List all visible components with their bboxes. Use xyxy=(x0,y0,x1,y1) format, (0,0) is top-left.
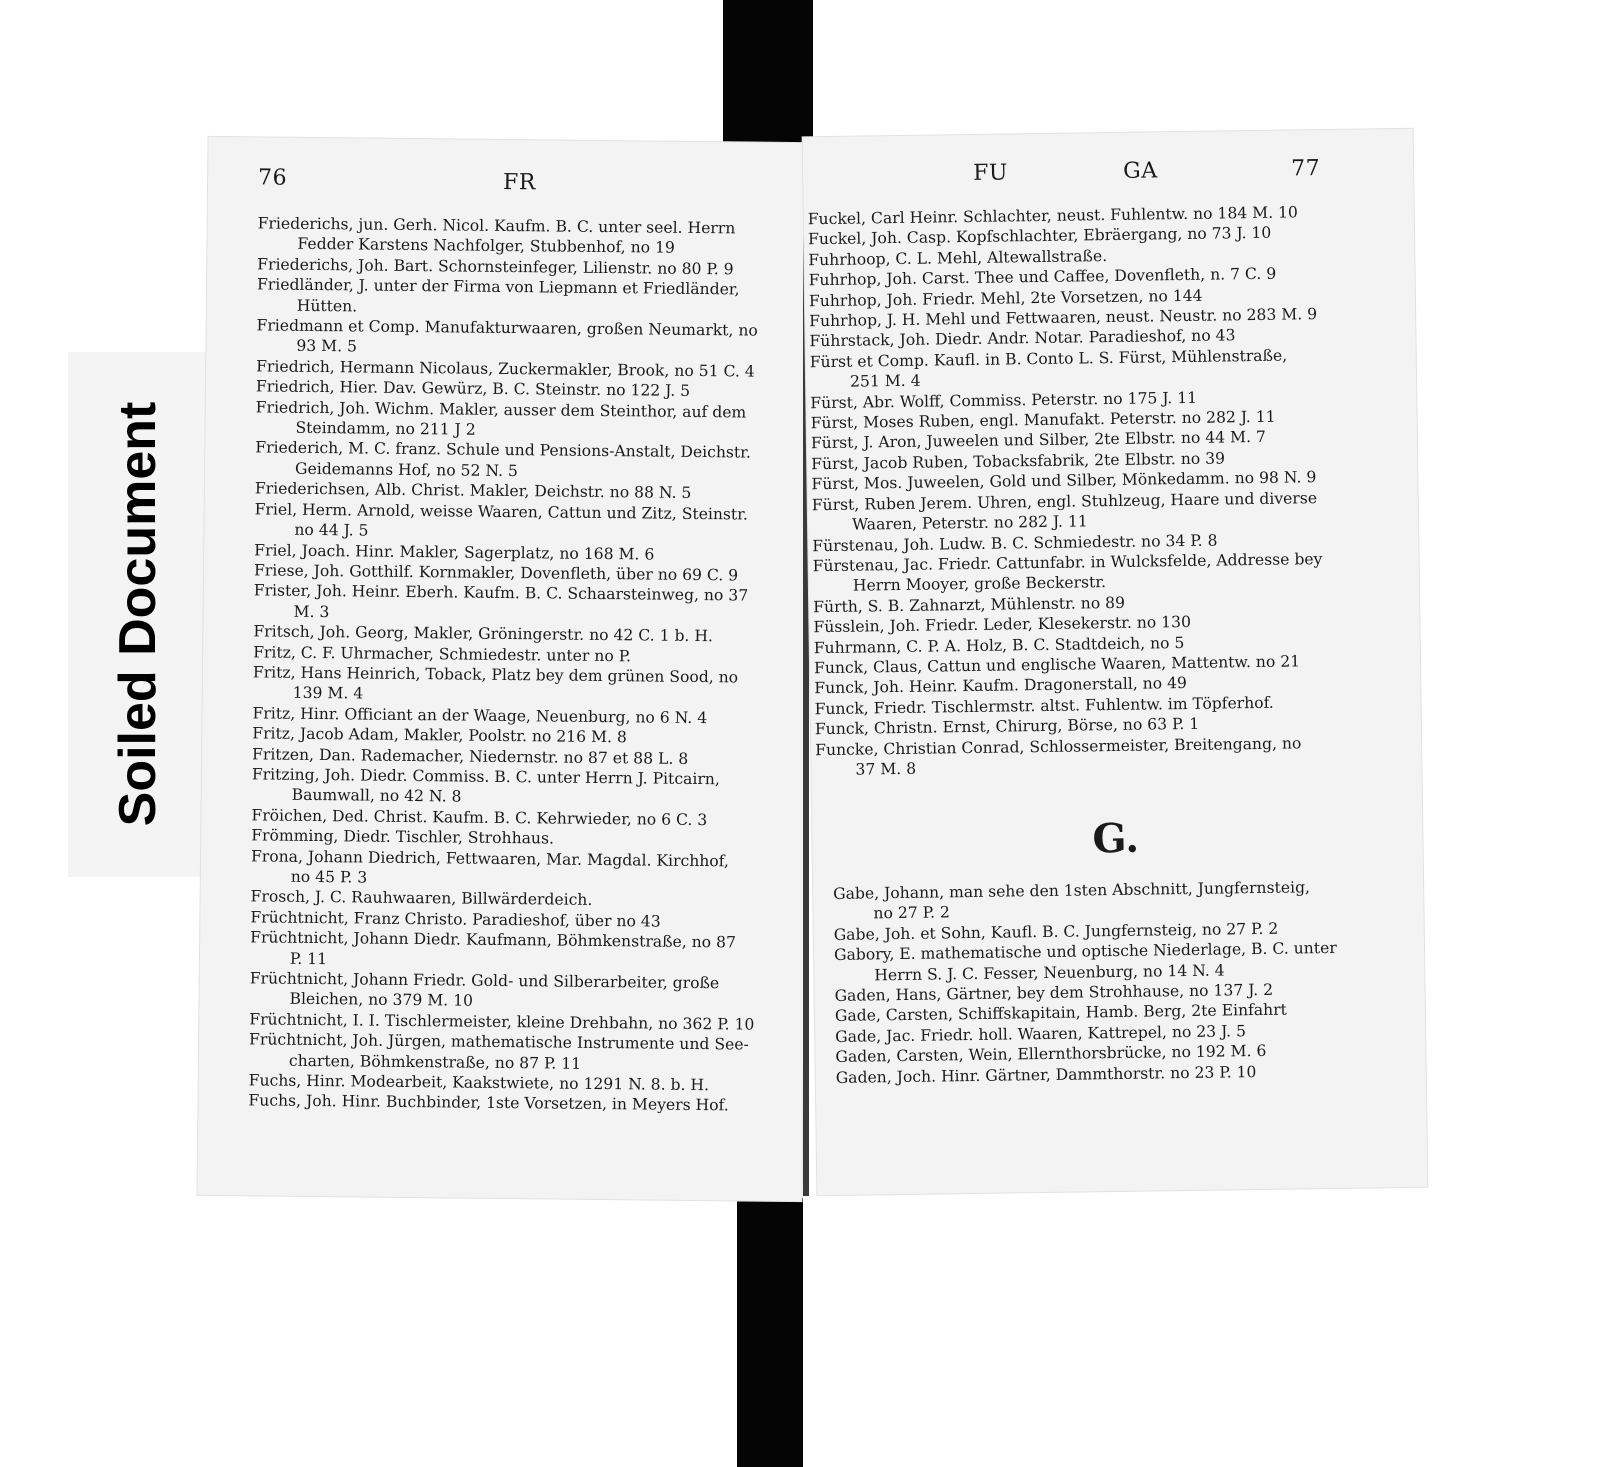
directory-entry-line: Gabe, Johann, man sehe den 1sten Abschnitt, Jungfernsteig, xyxy=(833,878,1311,903)
directory-entry-line: Gade, Carsten, Schiffskapitain, Hamb. Berg, 2te Einfahrt xyxy=(834,1001,1288,1026)
directory-entry-line: Fürst, Jacob Ruben, Tobacksfabrik, 2te Elbstr. no 39 xyxy=(811,449,1226,474)
directory-entry-line: Fritz, Hinr. Officiant an der Waage, Neuenburg, no 6 N. 4 xyxy=(252,704,708,727)
binding-strip-bottom xyxy=(737,1198,803,1467)
directory-entry-line: Fürth, S. B. Zahnarzt, Mühlenstr. no 89 xyxy=(813,593,1126,616)
directory-entry-line: Friel, Herm. Arnold, weisse Waaren, Cattun und Zitz, Steinstr. xyxy=(254,500,749,524)
stamp-label: Soiled Document xyxy=(109,401,167,827)
directory-entry-line: Frömming, Diedr. Tischler, Strohhaus. xyxy=(251,826,555,848)
directory-entry-line: 139 M. 4 xyxy=(292,684,364,703)
left-page xyxy=(197,137,812,1201)
directory-entry-line: no 44 J. 5 xyxy=(294,520,369,540)
directory-entry-line: Fuhrhoop, C. L. Mehl, Altewallstraße. xyxy=(808,246,1108,270)
directory-entry-line: Fröichen, Ded. Christ. Kaufm. B. C. Kehrwieder, no 6 C. 3 xyxy=(251,806,708,829)
directory-entry-line: Fuhrmann, C. P. A. Holz, B. C. Stadtdeich, no 5 xyxy=(813,633,1185,657)
directory-entry-line: Friederichs, jun. Gerh. Nicol. Kaufm. B. C. unter seel. Herrn xyxy=(257,214,736,238)
directory-entry-line: Früchtnicht, I. I. Tischlermeister, kleine Drehbahn, no 362 P. 10 xyxy=(249,1010,755,1034)
directory-entry-line: Funck, Claus, Cattun und englische Waaren, Mattentw. no 21 xyxy=(813,652,1301,678)
directory-entry-line: Gaden, Hans, Gärtner, bey dem Strohhause, no 137 J. 2 xyxy=(834,980,1274,1005)
directory-entry-line: Gabe, Joh. et Sohn, Kaufl. B. C. Jungfernsteig, no 27 P. 2 xyxy=(833,919,1279,944)
left-page-header: FR xyxy=(502,169,537,196)
right-page-header-fu: FU xyxy=(972,160,1009,186)
directory-entry-line: Friederichsen, Alb. Christ. Makler, Deichstr. no 88 N. 5 xyxy=(254,479,692,503)
directory-entry-line: 251 M. 4 xyxy=(849,371,921,391)
directory-entry-line: Herrn Mooyer, große Beckerstr. xyxy=(852,573,1107,595)
directory-entry-line: Fürstenau, Jac. Friedr. Cattunfabr. in Wulcksfelde, Addresse bey xyxy=(812,550,1323,576)
directory-entry-line: Funck, Christn. Ernst, Chirurg, Börse, no 63 P. 1 xyxy=(814,714,1200,739)
directory-entry-line: Friederichs, Joh. Bart. Schornsteinfeger, Lilienstr. no 80 P. 9 xyxy=(257,255,734,279)
directory-entry-line: Bleichen, no 379 M. 10 xyxy=(289,990,474,1011)
left-page-number: 76 xyxy=(257,165,288,191)
directory-entry-line: Funcke, Christian Conrad, Schlossermeister, Breitengang, no xyxy=(815,733,1302,759)
directory-entry-line: Früchtnicht, Johann Diedr. Kaufmann, Böhmkenstraße, no 87 xyxy=(250,928,737,952)
right-entry-list-f xyxy=(808,202,1326,780)
directory-entry-line: Früchtnicht, Johann Friedr. Gold- und Silberarbeiter, große xyxy=(249,969,720,993)
directory-entry-line: Fuchs, Hinr. Modearbeit, Kaakstwiete, no 1291 N. 8. b. H. xyxy=(248,1071,710,1095)
directory-entry-line: Funck, Joh. Heinr. Kaufm. Dragonerstall, no 49 xyxy=(814,674,1188,698)
section-letter-g: G. xyxy=(1092,814,1140,863)
directory-entry-line: Friedrich, Hier. Dav. Gewürz, B. C. Steinstr. no 122 J. 5 xyxy=(255,377,691,401)
right-page-header-ga: GA xyxy=(1122,158,1158,184)
directory-entry-line: Fürst et Comp. Kaufl. in B. Conto L. S. Fürst, Mühlenstraße, xyxy=(809,346,1288,372)
directory-entry-line: Friese, Joh. Gotthilf. Kornmakler, Dovenfleth, über no 69 C. 9 xyxy=(253,561,739,585)
directory-entry-line: P. 11 xyxy=(289,949,328,968)
directory-entry-line: charten, Böhmkenstraße, no 87 P. 11 xyxy=(288,1051,582,1073)
directory-entry-line: Frister, Joh. Heinr. Eberh. Kaufm. B. C. Schaarsteinweg, no 37 xyxy=(253,581,749,605)
directory-entry-line: Friedrich, Hermann Nicolaus, Zuckermakler, Brook, no 51 C. 4 xyxy=(256,357,755,381)
directory-entry-line: Fritz, C. F. Uhrmacher, Schmiedestr. unter no P. xyxy=(253,642,632,665)
left-entry-list xyxy=(248,213,762,1116)
directory-entry-line: Fuhrhop, Joh. Carst. Thee und Caffee, Dovenfleth, n. 7 C. 9 xyxy=(808,264,1277,290)
directory-entry-line: Frosch, J. C. Rauhwaaren, Billwärderdeich. xyxy=(250,887,593,910)
directory-entry-line: Gaden, Carsten, Wein, Ellernthorsbrücke, no 192 M. 6 xyxy=(835,1042,1267,1067)
directory-entry-line: Füsslein, Joh. Friedr. Leder, Klesekerstr. no 130 xyxy=(813,613,1192,637)
directory-entry-line: Hütten. xyxy=(296,296,358,316)
directory-entry-line: Früchtnicht, Joh. Jürgen, mathematische Instrumente und See- xyxy=(249,1030,749,1054)
directory-entry-line: Funck, Friedr. Tischlermstr. altst. Fuhlentw. im Töpferhof. xyxy=(814,693,1274,718)
directory-entry-line: Fritsch, Joh. Georg, Makler, Gröningerstr. no 42 C. 1 b. H. xyxy=(253,622,714,646)
directory-entry-line: Baumwall, no 42 N. 8 xyxy=(291,786,462,806)
directory-entry-line: 93 M. 5 xyxy=(296,337,358,356)
directory-entry-line: Friedrich, Joh. Wichm. Makler, ausser dem Steinthor, auf dem xyxy=(255,398,747,422)
directory-entry-line: Fuhrhop, Joh. Friedr. Mehl, 2te Vorsetzen, no 144 xyxy=(808,286,1203,310)
directory-entry-line: Gade, Jac. Friedr. holl. Waaren, Kattrepel, no 23 J. 5 xyxy=(835,1022,1247,1046)
directory-entry-line: Fürst, Moses Ruben, engl. Manufakt. Peterstr. no 282 J. 11 xyxy=(810,407,1276,433)
directory-entry-line: Friel, Joach. Hinr. Makler, Sagerplatz, no 168 M. 6 xyxy=(254,540,655,564)
directory-entry-line: Friedmann et Comp. Manufakturwaaren, großen Neumarkt, no xyxy=(256,316,758,340)
directory-entry-line: Friederich, M. C. franz. Schule und Pensions-Anstalt, Deichstr. xyxy=(255,438,752,463)
directory-entry-line: M. 3 xyxy=(293,602,330,621)
directory-entry-line: Gabory, E. mathematische und optische Niederlage, B. C. unter xyxy=(833,939,1337,965)
directory-entry-line: Fürst, Mos. Juweelen, Gold und Silber, Mönkedamm. no 98 N. 9 xyxy=(811,468,1317,494)
directory-entry-line: Fürstenau, Joh. Ludw. B. C. Schmiedestr. no 34 P. 8 xyxy=(812,531,1218,555)
directory-entry-line: Fuckel, Carl Heinr. Schlachter, neust. Fuhlentw. no 184 M. 10 xyxy=(807,203,1299,229)
directory-entry-line: Geidemanns Hof, no 52 N. 5 xyxy=(294,459,518,480)
directory-entry-line: Fritzen, Dan. Rademacher, Niedernstr. no 87 et 88 L. 8 xyxy=(252,744,689,768)
directory-entry-line: Früchtnicht, Franz Christo. Paradieshof, über no 43 xyxy=(250,908,661,931)
directory-entry-line: Führstack, Joh. Diedr. Andr. Notar. Paradieshof, no 43 xyxy=(809,326,1236,351)
right-page xyxy=(803,129,1428,1195)
binding-strip-top xyxy=(723,0,813,150)
directory-entry-line: no 45 P. 3 xyxy=(290,867,368,887)
directory-entry-line: Herrn S. J. C. Fesser, Neuenburg, no 14 N. 4 xyxy=(874,961,1225,985)
directory-entry-line: Steindamm, no 211 J 2 xyxy=(295,418,476,439)
directory-entry-line: Fürst, J. Aron, Juweelen und Silber, 2te Elbstr. no 44 M. 7 xyxy=(810,428,1267,453)
directory-entry-line: Friedländer, J. unter der Firma von Liepmann et Friedländer, xyxy=(256,275,740,299)
directory-entry-line: Fuhrhop, J. H. Mehl und Fettwaaren, neust. Neustr. no 283 M. 9 xyxy=(809,305,1318,331)
directory-entry-line: Waaren, Peterstr. no 282 J. 11 xyxy=(851,512,1088,534)
directory-entry-line: Fuchs, Joh. Hinr. Buchbinder, 1ste Vorsetzen, in Meyers Hof. xyxy=(248,1091,729,1115)
directory-entry-line: Fritzing, Joh. Diedr. Commiss. B. C. unter Herrn J. Pitcairn, xyxy=(251,765,720,789)
directory-entry-line: Fritz, Hans Heinrich, Toback, Platz bey dem grünen Sood, no xyxy=(252,663,739,687)
directory-entry-line: Fürst, Abr. Wolff, Commiss. Peterstr. no 175 J. 11 xyxy=(810,388,1198,412)
directory-entry-line: Fritz, Jacob Adam, Makler, Poolstr. no 216 M. 8 xyxy=(252,724,627,747)
directory-entry-line: Fuckel, Joh. Casp. Kopfschlachter, Ebräergang, no 73 J. 10 xyxy=(807,224,1272,249)
directory-entry-line: no 27 P. 2 xyxy=(873,903,950,923)
directory-entry-line: Fedder Karstens Nachfolger, Stubbenhof, no 19 xyxy=(297,235,675,258)
right-page-number: 77 xyxy=(1290,156,1321,182)
directory-entry-line: Frona, Johann Diedrich, Fettwaaren, Mar. Magdal. Kirchhof, xyxy=(250,846,730,870)
directory-entry-line: 37 M. 8 xyxy=(855,759,917,779)
directory-entry-line: Gaden, Joch. Hinr. Gärtner, Dammthorstr. no 23 P. 10 xyxy=(835,1062,1257,1087)
right-entry-list-g xyxy=(833,877,1339,1088)
directory-entry-line: Fürst, Ruben Jerem. Uhren, engl. Stuhlzeug, Haare und diverse xyxy=(811,488,1318,514)
